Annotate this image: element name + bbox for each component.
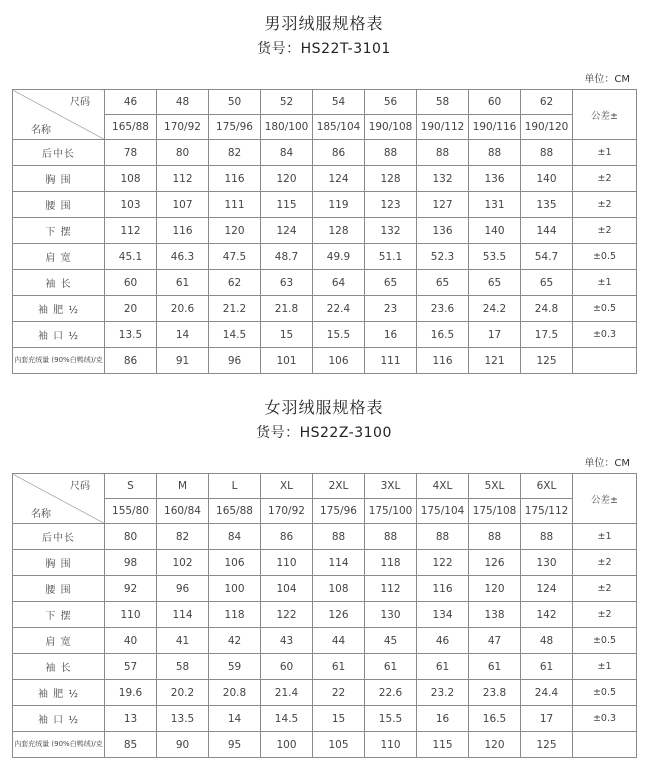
row-label: 胸 围	[13, 550, 105, 576]
row-label: 内套充绒量 (90%白鸭绒)/克	[13, 732, 105, 758]
value-cell: 65	[521, 270, 573, 296]
row-label: 内套充绒量 (90%白鸭绒)/克	[13, 348, 105, 374]
value-cell: 61	[157, 270, 209, 296]
value-cell: 58	[157, 654, 209, 680]
value-cell: 23.8	[469, 680, 521, 706]
table-row	[13, 192, 637, 218]
value-cell: 110	[105, 602, 157, 628]
row-label: 袖 肥 ½	[13, 680, 105, 706]
value-cell: 65	[469, 270, 521, 296]
size-cell: S	[105, 474, 157, 499]
tolerance-cell: ±2	[573, 550, 637, 576]
size-cell: 58	[417, 90, 469, 115]
value-cell: 88	[313, 524, 365, 550]
value-cell: 49.9	[313, 244, 365, 270]
value-cell: 65	[365, 270, 417, 296]
tolerance-cell: ±0.5	[573, 680, 637, 706]
value-cell: 134	[417, 602, 469, 628]
value-cell: 45.1	[105, 244, 157, 270]
value-cell: 13.5	[105, 322, 157, 348]
value-cell: 115	[417, 732, 469, 758]
table-row	[13, 576, 637, 602]
size-cell: 60	[469, 90, 521, 115]
row-label: 胸 围	[13, 166, 105, 192]
value-cell: 22	[313, 680, 365, 706]
value-cell: 14	[157, 322, 209, 348]
women-unit-label: 单位：CM	[584, 458, 630, 469]
value-cell: 16	[417, 706, 469, 732]
value-cell: 21.8	[261, 296, 313, 322]
tolerance-cell: ±2	[573, 602, 637, 628]
body-size-cell: 175/100	[365, 499, 417, 524]
value-cell: 46	[417, 628, 469, 654]
tolerance-cell: ±0.3	[573, 706, 637, 732]
header-row-sizes	[13, 90, 637, 115]
value-cell: 124	[313, 166, 365, 192]
value-cell: 17.5	[521, 322, 573, 348]
body-size-cell: 175/96	[209, 115, 261, 140]
value-cell: 88	[521, 524, 573, 550]
body-size-cell: 175/108	[469, 499, 521, 524]
body-size-cell: 190/108	[365, 115, 417, 140]
value-cell: 132	[417, 166, 469, 192]
value-cell: 103	[105, 192, 157, 218]
table-row	[13, 680, 637, 706]
body-size-cell: 165/88	[209, 499, 261, 524]
value-cell: 104	[261, 576, 313, 602]
value-cell: 128	[313, 218, 365, 244]
value-cell: 86	[105, 348, 157, 374]
body-size-cell: 175/104	[417, 499, 469, 524]
row-label: 下 摆	[13, 218, 105, 244]
value-cell: 61	[521, 654, 573, 680]
value-cell: 22.4	[313, 296, 365, 322]
table-row	[13, 348, 637, 374]
value-cell: 88	[417, 140, 469, 166]
value-cell: 20.8	[209, 680, 261, 706]
value-cell: 15.5	[313, 322, 365, 348]
row-label: 袖 长	[13, 654, 105, 680]
size-cell: 3XL	[365, 474, 417, 499]
value-cell: 21.4	[261, 680, 313, 706]
row-label: 袖 口 ½	[13, 706, 105, 732]
row-label: 后中长	[13, 524, 105, 550]
value-cell: 20.6	[157, 296, 209, 322]
size-cell: XL	[261, 474, 313, 499]
size-cell: M	[157, 474, 209, 499]
row-label: 后中长	[13, 140, 105, 166]
value-cell: 107	[157, 192, 209, 218]
size-cell: 5XL	[469, 474, 521, 499]
table-row	[13, 602, 637, 628]
row-label: 下 摆	[13, 602, 105, 628]
tolerance-cell: ±1	[573, 140, 637, 166]
value-cell: 96	[209, 348, 261, 374]
value-cell: 100	[209, 576, 261, 602]
row-label: 袖 口 ½	[13, 322, 105, 348]
table-row	[13, 218, 637, 244]
header-name-label: 名称	[31, 509, 51, 520]
size-cell: 4XL	[417, 474, 469, 499]
header-size-label: 尺码	[70, 481, 90, 492]
value-cell: 64	[313, 270, 365, 296]
size-cell: L	[209, 474, 261, 499]
value-cell: 112	[105, 218, 157, 244]
value-cell: 127	[417, 192, 469, 218]
value-cell: 95	[209, 732, 261, 758]
value-cell: 119	[313, 192, 365, 218]
tolerance-cell: ±0.3	[573, 322, 637, 348]
value-cell: 120	[469, 732, 521, 758]
value-cell: 106	[313, 348, 365, 374]
value-cell: 111	[365, 348, 417, 374]
value-cell: 121	[469, 348, 521, 374]
body-size-cell: 190/112	[417, 115, 469, 140]
value-cell: 125	[521, 732, 573, 758]
value-cell: 120	[469, 576, 521, 602]
value-cell: 61	[313, 654, 365, 680]
table-row	[13, 550, 637, 576]
tolerance-header: 公差±	[573, 474, 637, 524]
value-cell: 106	[209, 550, 261, 576]
value-cell: 114	[313, 550, 365, 576]
value-cell: 60	[261, 654, 313, 680]
value-cell: 24.2	[469, 296, 521, 322]
value-cell: 135	[521, 192, 573, 218]
value-cell: 20	[105, 296, 157, 322]
table-row	[13, 244, 637, 270]
row-label: 肩 宽	[13, 244, 105, 270]
men-model-number: 货号：HS22T-3101	[257, 41, 391, 57]
value-cell: 105	[313, 732, 365, 758]
table-row	[13, 166, 637, 192]
tolerance-cell: ±0.5	[573, 244, 637, 270]
value-cell: 43	[261, 628, 313, 654]
value-cell: 92	[105, 576, 157, 602]
value-cell: 47	[469, 628, 521, 654]
men-unit-label: 单位：CM	[584, 74, 630, 85]
value-cell: 118	[365, 550, 417, 576]
body-size-cell: 170/92	[261, 499, 313, 524]
value-cell: 23.2	[417, 680, 469, 706]
size-cell: 48	[157, 90, 209, 115]
value-cell: 140	[521, 166, 573, 192]
value-cell: 84	[261, 140, 313, 166]
size-cell: 2XL	[313, 474, 365, 499]
row-label: 腰 围	[13, 576, 105, 602]
value-cell: 108	[313, 576, 365, 602]
size-cell: 54	[313, 90, 365, 115]
value-cell: 20.2	[157, 680, 209, 706]
value-cell: 88	[365, 140, 417, 166]
value-cell: 88	[521, 140, 573, 166]
table-row	[13, 732, 637, 758]
value-cell: 130	[521, 550, 573, 576]
value-cell: 110	[365, 732, 417, 758]
value-cell: 116	[157, 218, 209, 244]
value-cell: 61	[469, 654, 521, 680]
row-label: 腰 围	[13, 192, 105, 218]
value-cell: 112	[157, 166, 209, 192]
value-cell: 24.4	[521, 680, 573, 706]
value-cell: 111	[209, 192, 261, 218]
value-cell: 140	[469, 218, 521, 244]
women-table-title: 女羽绒服规格表	[264, 398, 384, 417]
value-cell: 52.3	[417, 244, 469, 270]
value-cell: 62	[209, 270, 261, 296]
value-cell: 61	[417, 654, 469, 680]
value-cell: 57	[105, 654, 157, 680]
header-name-label: 名称	[31, 125, 51, 136]
value-cell: 91	[157, 348, 209, 374]
value-cell: 115	[261, 192, 313, 218]
table-row	[13, 524, 637, 550]
value-cell: 82	[209, 140, 261, 166]
tolerance-header: 公差±	[573, 90, 637, 140]
value-cell: 116	[417, 348, 469, 374]
value-cell: 13.5	[157, 706, 209, 732]
value-cell: 16.5	[417, 322, 469, 348]
size-cell: 56	[365, 90, 417, 115]
value-cell: 114	[157, 602, 209, 628]
value-cell: 125	[521, 348, 573, 374]
value-cell: 53.5	[469, 244, 521, 270]
value-cell: 126	[469, 550, 521, 576]
value-cell: 88	[469, 524, 521, 550]
value-cell: 101	[261, 348, 313, 374]
table-row	[13, 296, 637, 322]
value-cell: 40	[105, 628, 157, 654]
women-spec-section	[12, 394, 636, 774]
value-cell: 23	[365, 296, 417, 322]
value-cell: 14	[209, 706, 261, 732]
body-size-cell: 165/88	[105, 115, 157, 140]
value-cell: 65	[417, 270, 469, 296]
table-row	[13, 322, 637, 348]
value-cell: 86	[313, 140, 365, 166]
women-model-number: 货号：HS22Z-3100	[256, 425, 392, 441]
size-cell: 50	[209, 90, 261, 115]
value-cell: 14.5	[261, 706, 313, 732]
value-cell: 48	[521, 628, 573, 654]
value-cell: 144	[521, 218, 573, 244]
tolerance-cell: ±0.5	[573, 296, 637, 322]
row-label: 袖 肥 ½	[13, 296, 105, 322]
table-row	[13, 628, 637, 654]
value-cell: 86	[261, 524, 313, 550]
tolerance-cell: ±2	[573, 576, 637, 602]
value-cell: 78	[105, 140, 157, 166]
value-cell: 47.5	[209, 244, 261, 270]
value-cell: 98	[105, 550, 157, 576]
header-row-sizes	[13, 474, 637, 499]
body-size-cell: 170/92	[157, 115, 209, 140]
value-cell: 100	[261, 732, 313, 758]
value-cell: 136	[417, 218, 469, 244]
tolerance-cell	[573, 732, 637, 758]
tolerance-cell: ±0.5	[573, 628, 637, 654]
value-cell: 116	[417, 576, 469, 602]
value-cell: 16.5	[469, 706, 521, 732]
body-size-cell: 160/84	[157, 499, 209, 524]
value-cell: 122	[417, 550, 469, 576]
body-size-cell: 175/112	[521, 499, 573, 524]
tolerance-cell: ±1	[573, 654, 637, 680]
table-row	[13, 270, 637, 296]
value-cell: 124	[521, 576, 573, 602]
value-cell: 110	[261, 550, 313, 576]
table-row	[13, 140, 637, 166]
value-cell: 142	[521, 602, 573, 628]
value-cell: 16	[365, 322, 417, 348]
value-cell: 22.6	[365, 680, 417, 706]
body-size-cell: 185/104	[313, 115, 365, 140]
value-cell: 102	[157, 550, 209, 576]
body-size-cell: 175/96	[313, 499, 365, 524]
tolerance-cell: ±1	[573, 524, 637, 550]
tolerance-cell: ±2	[573, 166, 637, 192]
value-cell: 120	[209, 218, 261, 244]
value-cell: 122	[261, 602, 313, 628]
value-cell: 112	[365, 576, 417, 602]
value-cell: 19.6	[105, 680, 157, 706]
value-cell: 23.6	[417, 296, 469, 322]
value-cell: 84	[209, 524, 261, 550]
value-cell: 90	[157, 732, 209, 758]
value-cell: 116	[209, 166, 261, 192]
value-cell: 54.7	[521, 244, 573, 270]
value-cell: 118	[209, 602, 261, 628]
size-cell: 46	[105, 90, 157, 115]
value-cell: 14.5	[209, 322, 261, 348]
body-size-cell: 190/120	[521, 115, 573, 140]
value-cell: 131	[469, 192, 521, 218]
value-cell: 41	[157, 628, 209, 654]
value-cell: 51.1	[365, 244, 417, 270]
body-size-cell: 155/80	[105, 499, 157, 524]
value-cell: 15	[313, 706, 365, 732]
header-corner-cell	[13, 474, 105, 524]
row-label: 肩 宽	[13, 628, 105, 654]
value-cell: 136	[469, 166, 521, 192]
table-row	[13, 706, 637, 732]
value-cell: 126	[313, 602, 365, 628]
table-row	[13, 654, 637, 680]
value-cell: 24.8	[521, 296, 573, 322]
value-cell: 123	[365, 192, 417, 218]
value-cell: 88	[417, 524, 469, 550]
value-cell: 45	[365, 628, 417, 654]
value-cell: 44	[313, 628, 365, 654]
tolerance-cell: ±2	[573, 218, 637, 244]
tolerance-cell: ±1	[573, 270, 637, 296]
value-cell: 80	[157, 140, 209, 166]
value-cell: 46.3	[157, 244, 209, 270]
value-cell: 88	[365, 524, 417, 550]
tolerance-cell	[573, 348, 637, 374]
value-cell: 59	[209, 654, 261, 680]
value-cell: 88	[469, 140, 521, 166]
body-size-cell: 190/116	[469, 115, 521, 140]
value-cell: 21.2	[209, 296, 261, 322]
size-cell: 52	[261, 90, 313, 115]
value-cell: 128	[365, 166, 417, 192]
value-cell: 130	[365, 602, 417, 628]
men-size-table	[12, 89, 637, 374]
size-cell: 62	[521, 90, 573, 115]
header-row-body-sizes	[13, 499, 637, 524]
value-cell: 48.7	[261, 244, 313, 270]
header-corner-cell	[13, 90, 105, 140]
value-cell: 124	[261, 218, 313, 244]
women-size-table	[12, 473, 637, 758]
value-cell: 138	[469, 602, 521, 628]
men-table-title: 男羽绒服规格表	[264, 14, 384, 33]
value-cell: 85	[105, 732, 157, 758]
value-cell: 82	[157, 524, 209, 550]
row-label: 袖 长	[13, 270, 105, 296]
size-cell: 6XL	[521, 474, 573, 499]
body-size-cell: 180/100	[261, 115, 313, 140]
value-cell: 61	[365, 654, 417, 680]
value-cell: 60	[105, 270, 157, 296]
value-cell: 80	[105, 524, 157, 550]
header-size-label: 尺码	[70, 97, 90, 108]
value-cell: 13	[105, 706, 157, 732]
value-cell: 108	[105, 166, 157, 192]
men-spec-section	[12, 10, 636, 380]
tolerance-cell: ±2	[573, 192, 637, 218]
value-cell: 15.5	[365, 706, 417, 732]
value-cell: 42	[209, 628, 261, 654]
value-cell: 15	[261, 322, 313, 348]
value-cell: 132	[365, 218, 417, 244]
value-cell: 96	[157, 576, 209, 602]
value-cell: 17	[521, 706, 573, 732]
value-cell: 120	[261, 166, 313, 192]
value-cell: 17	[469, 322, 521, 348]
header-row-body-sizes	[13, 115, 637, 140]
value-cell: 63	[261, 270, 313, 296]
